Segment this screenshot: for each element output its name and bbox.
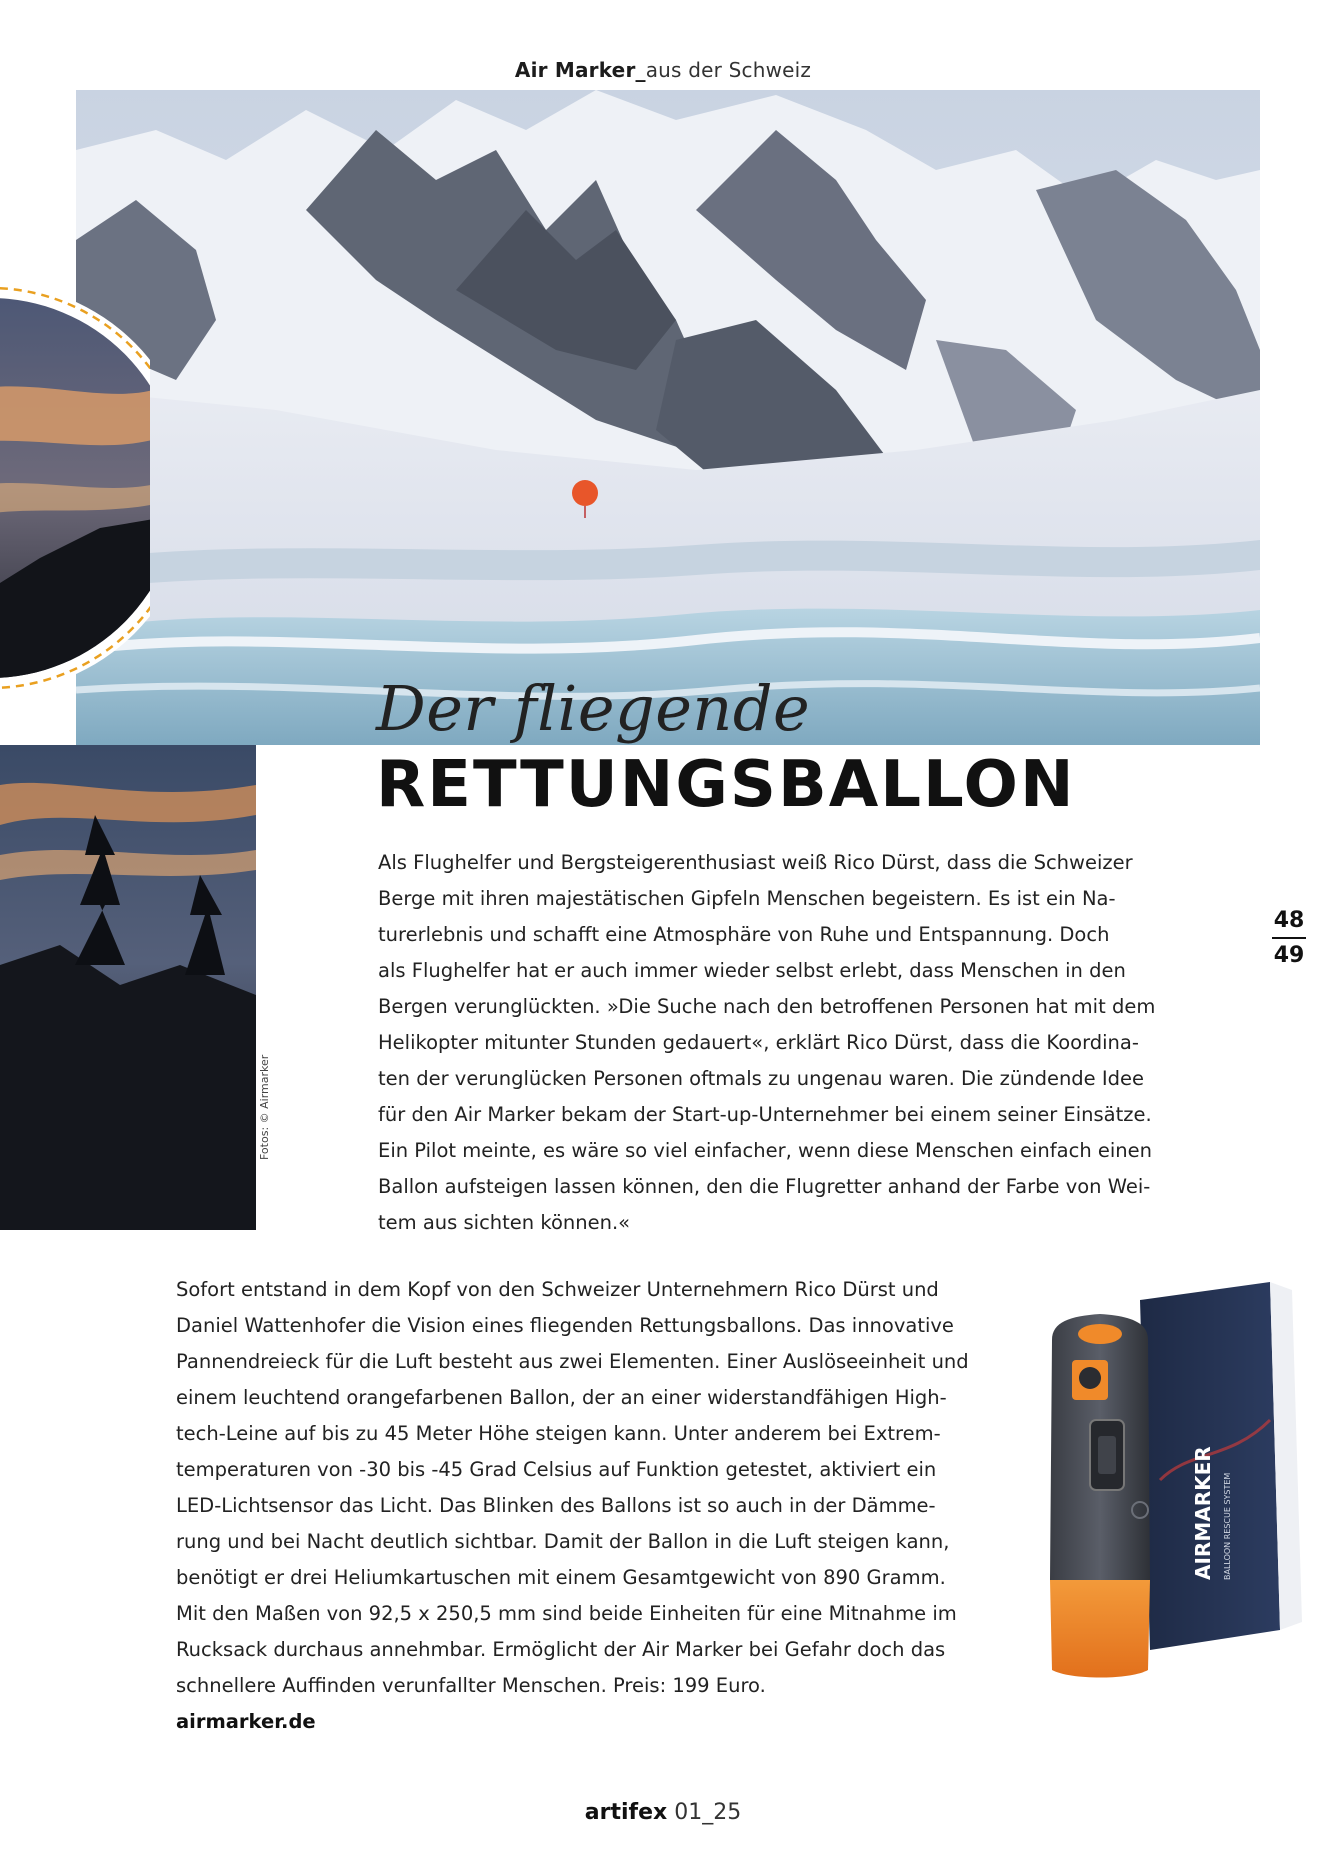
lead-line: Berge mit ihren majestätischen Gipfeln Menschen begeistern. Es ist ein Na-	[378, 887, 1116, 910]
circular-dusk-photo	[0, 278, 150, 698]
body-line: Pannendreieck für die Luft besteht aus zwei Elementen. Einer Auslöseeinheit und	[176, 1350, 969, 1373]
lead-line: Als Flughelfer und Bergsteigerenthusiast weiß Rico Dürst, dass die Schweizer	[378, 851, 1133, 874]
body-line: einem leuchtend orangefarbenen Ballon, der an einer widerstandfähigen High-	[176, 1386, 947, 1409]
body-line: Rucksack durchaus annehmbar. Ermöglicht der Air Marker bei Gefahr doch das	[176, 1638, 946, 1661]
body-line: Sofort entstand in dem Kopf von den Schweizer Unternehmern Rico Dürst und	[176, 1278, 939, 1301]
page-number-divider	[1272, 937, 1306, 939]
lead-paragraph	[378, 845, 1156, 1241]
lead-line: als Flughelfer hat er auch immer wieder selbst erlebt, dass Menschen in den	[378, 959, 1126, 982]
body-line: schnellere Auffinden verunfallter Menschen. Preis: 199 Euro.	[176, 1674, 766, 1697]
lead-line: Helikopter mitunter Stunden gedauert«, erklärt Rico Dürst, dass die Koordina-	[378, 1031, 1139, 1054]
side-dusk-photo	[0, 745, 256, 1230]
lead-line: turerlebnis und schafft eine Atmosphäre von Ruhe und Entspannung. Doch	[378, 923, 1110, 946]
body-line: LED-Lichtsensor das Licht. Das Blinken des Ballons ist so auch in der Dämme-	[176, 1494, 936, 1517]
body-paragraph	[176, 1272, 976, 1740]
title-line-1: Der fliegende	[376, 672, 811, 745]
body-line: rung und bei Nacht deutlich sichtbar. Damit der Ballon in die Luft steigen kann,	[176, 1530, 950, 1553]
body-line: Daniel Wattenhofer die Vision eines fliegenden Rettungsballons. Das innovative	[176, 1314, 954, 1337]
body-line: benötigt er drei Heliumkartuschen mit einem Gesamtgewicht von 890 Gramm.	[176, 1566, 946, 1589]
lead-line: Bergen verunglückten. »Die Suche nach den betroffenen Personen hat mit dem	[378, 995, 1156, 1018]
header-brand: Air Marker_	[514, 58, 646, 82]
lead-line: für den Air Marker bekam der Start-up-Unternehmer bei einem seiner Einsätze.	[378, 1103, 1152, 1126]
orange-balloon-icon	[572, 480, 598, 506]
page-numbers	[1266, 908, 1312, 968]
product-box-brand: AIRMARKER	[1191, 1446, 1215, 1580]
body-line: Mit den Maßen von 92,5 x 250,5 mm sind beide Einheiten für eine Mitnahme im	[176, 1602, 957, 1625]
website-link[interactable]: airmarker.de	[176, 1710, 316, 1733]
footer-brand: artifex	[584, 1800, 668, 1825]
hero-glacier-photo	[76, 90, 1260, 745]
product-box-tagline: BALLOON RESCUE SYSTEM	[1223, 1472, 1232, 1580]
product-photo	[1030, 1250, 1310, 1690]
glacier-illustration	[76, 90, 1260, 745]
lead-line: tem aus sichten können.«	[378, 1211, 631, 1234]
lead-line: ten der verunglücken Personen oftmals zu ungenau waren. Die zündende Idee	[378, 1067, 1144, 1090]
header-subtitle: aus der Schweiz	[645, 58, 812, 82]
footer-issue: 01_25	[674, 1800, 742, 1825]
lead-line: Ballon aufsteigen lassen können, den die Flugretter anhand der Farbe von Wei-	[378, 1175, 1151, 1198]
lead-line: Ein Pilot meinte, es wäre so viel einfacher, wenn diese Menschen einfach einen	[378, 1139, 1153, 1162]
page-number-right: 49	[1273, 943, 1305, 968]
body-line: tech-Leine auf bis zu 45 Meter Höhe steigen kann. Unter anderem bei Extrem-	[176, 1422, 941, 1445]
footer	[0, 1800, 1326, 1825]
title-line-2: RETTUNGSBALLON	[376, 748, 1076, 822]
running-header	[0, 58, 1326, 82]
photo-credit: Fotos: © Airmarker	[258, 1054, 271, 1160]
body-line: temperaturen von -30 bis -45 Grad Celsius auf Funktion getestet, aktiviert ein	[176, 1458, 937, 1481]
page-number-left: 48	[1273, 908, 1305, 933]
